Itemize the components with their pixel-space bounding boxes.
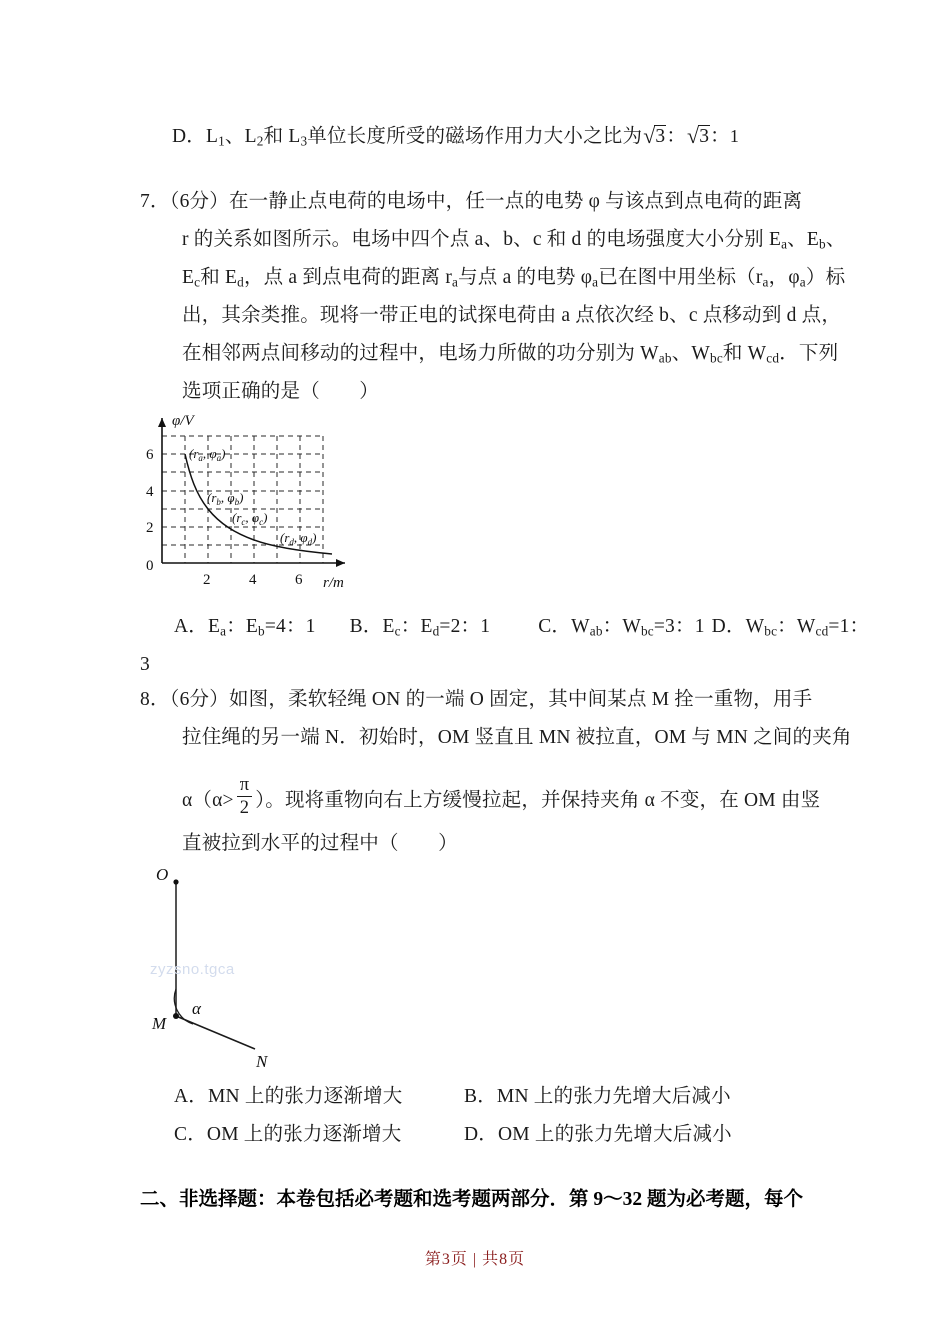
carryover-text-mid1: 、L: [224, 126, 257, 147]
y-tick-4: 4: [146, 484, 154, 500]
label-point-n: N: [256, 1052, 268, 1071]
y-axis-arrow-icon: [158, 418, 166, 427]
question-7-stem: [140, 183, 846, 411]
q8-line3-text-b: ）。现将重物向右上方缓慢拉起，并保持夹角 α 不变，在 OM 由竖: [255, 789, 821, 811]
q7-line3-text-a: E: [182, 267, 195, 288]
section-2-heading: 二、非选择题：本卷包括必考题和选考题两部分．第 9～32 题为必考题，每个: [140, 1189, 804, 1210]
node-dot-o: [173, 879, 178, 884]
q7-option-a[interactable]: A．$E_a$：$E_b=4$：1: [174, 616, 316, 639]
q7-option-b[interactable]: B．$E_c$：$E_d=2$：1: [349, 616, 491, 639]
ratio-sep-2: ：: [710, 126, 730, 147]
q7-option-d[interactable]: D．$W_{bc}$：$W_{cd}=1$：: [711, 616, 870, 639]
rope-segment-mn: [176, 1016, 255, 1049]
carryover-sub-1: 1: [218, 133, 225, 149]
q7-line3-text-d: 与点 a 的电势 φ: [458, 267, 593, 288]
y-tick-2: 2: [146, 520, 154, 536]
carryover-sub-2: 2: [256, 133, 264, 149]
q7-line5-text-b: 、W: [671, 343, 710, 364]
origin-label: 0: [146, 558, 154, 574]
q7-option-d-wrap-value: 3: [140, 654, 150, 675]
q7-line-6: 选项正确的是（ ）: [182, 381, 380, 402]
q7-line2-text-a: r 的关系如图所示。电场中四个点 a、b、c 和 d 的电场强度大小分别 E: [182, 229, 782, 250]
fraction-denominator: 2: [239, 796, 250, 818]
q7-line2-sub-a: a: [781, 236, 788, 252]
x-axis-arrow-icon: [336, 559, 345, 567]
x-tick-2: 2: [203, 572, 211, 588]
x-axis-label: r/m: [323, 575, 344, 591]
sqrt-icon-1: √3: [643, 124, 666, 148]
point-label-b: ($r_b$, $\varphi_b$): [207, 490, 244, 507]
sqrt-icon-2: √3: [687, 124, 710, 148]
q7-line3-text-e: 已在图中用坐标（r: [598, 267, 763, 288]
q7-line2-sub-b: b: [818, 236, 826, 252]
q8-options-row-1: [174, 1078, 732, 1116]
phi-r-chart-svg: [140, 398, 370, 593]
point-label-a: ($r_a$, $\varphi_a$): [189, 446, 226, 463]
q7-line-4: 出，其余类推。现将一带正电的试探电荷由 a 点依次经 b、c 点移动到 d 点，: [182, 305, 842, 326]
q7-line-2: [140, 221, 846, 259]
ratio-value-c: 1: [729, 126, 740, 146]
q7-line-1: 7．（6分）在一静止点电荷的电场中，任一点的电势 φ 与该点到点电荷的距离: [140, 191, 803, 212]
ratio-sep-1: ：: [666, 126, 687, 147]
question-8-options: [174, 1078, 732, 1154]
q8-options-row-2: [174, 1116, 732, 1154]
q8-option-d[interactable]: D．OM 上的张力先增大后减小: [464, 1124, 732, 1145]
q7-line3-text-c: ，点 a 到点电荷的距离 r: [243, 267, 453, 288]
q7-line5-text-d: ．下列: [779, 343, 839, 364]
q7-line-5: [140, 335, 839, 373]
q8-line-2: 拉住绳的另一端 N．初始时，OM 竖直且 MN 被拉直，OM 与 MN 之间的夹角: [182, 727, 852, 748]
q7-line3-text-g: ）标: [805, 267, 846, 288]
q8-option-a[interactable]: A．MN 上的张力逐渐增大: [174, 1086, 403, 1107]
point-label-c: ($r_c$, $\varphi_c$): [232, 510, 268, 527]
q7-line5-text-a: 在相邻两点间移动的过程中，电场力所做的功分别为 W: [182, 343, 659, 364]
page-footer: 第3页 | 共8页: [424, 1251, 526, 1268]
q7-line3-sub-c: c: [194, 274, 201, 290]
label-point-o: O: [156, 865, 169, 884]
q7-line3-sub-ra: a: [452, 274, 459, 290]
carryover-option-d: [172, 116, 739, 156]
carryover-text-tail: 单位长度所受的磁场作用力大小之比为: [307, 126, 643, 147]
q7-line2-text-b: 、E: [787, 229, 819, 250]
q8-line3-text-a: α（α>: [182, 789, 234, 811]
q7-line-3: [140, 259, 846, 297]
carryover-sub-3: 3: [300, 133, 308, 149]
carryover-text-prefix: D．L: [172, 126, 219, 147]
q7-line3-sub-pa: a: [592, 274, 599, 290]
q8-line-3: [182, 775, 882, 824]
y-tick-6: 6: [146, 447, 154, 463]
q7-line5-sub-bc: bc: [710, 350, 723, 366]
figure8-watermark: zyzsno.tgca: [150, 961, 235, 978]
fraction-pi-over-2: [237, 775, 253, 817]
q8-line-4: 直被拉到水平的过程中（ ）: [182, 833, 458, 854]
sqrt-radicand-2: 3: [699, 126, 710, 147]
carryover-text-mid2: 和 L: [263, 126, 301, 147]
figure-rope-omn: [138, 866, 358, 1071]
q7-line2-text-c: 、: [825, 229, 846, 250]
label-angle-alpha: α: [192, 999, 201, 1018]
q7-line3-sub-pa2: a: [799, 274, 806, 290]
y-axis-label: φ/V: [172, 413, 194, 429]
q7-line5-sub-ab: ab: [658, 350, 672, 366]
q7-line3-sub-ra2: a: [762, 274, 769, 290]
label-point-m: M: [152, 1014, 167, 1033]
q8-option-b[interactable]: B．MN 上的张力先增大后减小: [464, 1086, 731, 1107]
x-tick-6: 6: [295, 572, 303, 588]
question-7-options: [174, 608, 869, 646]
q7-option-d-wrap: [140, 646, 150, 684]
question-8-stem: [140, 681, 852, 757]
node-dot-m: [173, 1013, 179, 1019]
q7-line3-sub-d: d: [237, 274, 244, 290]
figure-phi-r-graph: [140, 398, 370, 593]
q7-line5-text-c: 和 W: [722, 343, 767, 364]
q7-line3-text-b: 和 E: [200, 267, 238, 288]
sqrt-radicand-1: 3: [655, 126, 666, 147]
q7-line3-text-f: ，φ: [768, 267, 800, 288]
x-tick-4: 4: [249, 572, 257, 588]
point-label-d: ($r_d$, $\varphi_d$): [280, 530, 317, 547]
fraction-numerator: π: [237, 775, 253, 797]
q7-line5-sub-cd: cd: [766, 350, 780, 366]
q8-option-c[interactable]: C．OM 上的张力逐渐增大: [174, 1124, 402, 1145]
q8-line-1: 8．（6分）如图，柔软轻绳 ON 的一端 O 固定，其中间某点 M 拴一重物，用手: [140, 689, 813, 710]
q7-option-c[interactable]: C．$W_{ab}$：$W_{bc}=3$：1: [538, 616, 705, 639]
